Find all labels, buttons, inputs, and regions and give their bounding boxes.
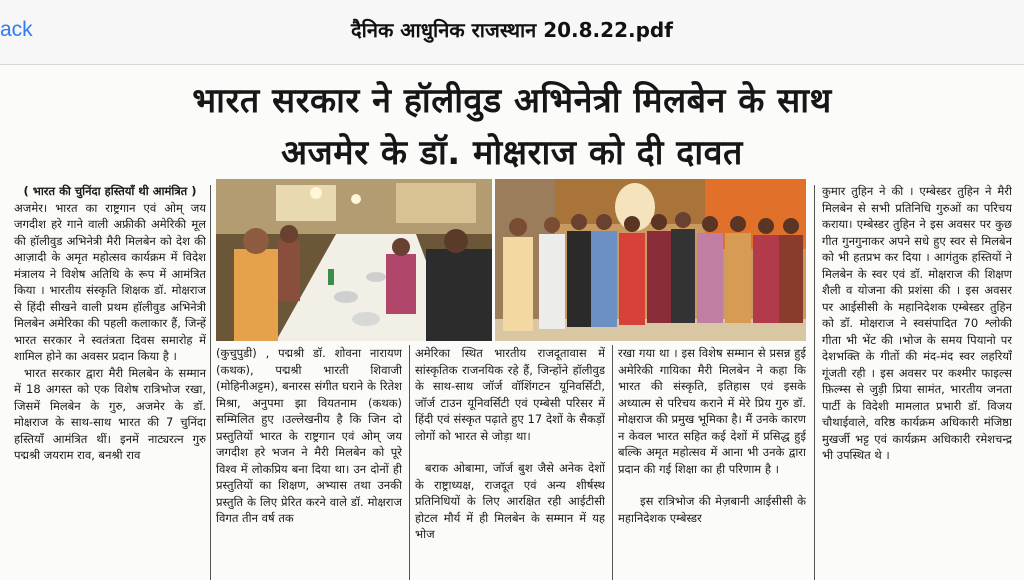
- column-divider: [210, 185, 211, 580]
- article-paragraph: कुमार तुहिन ने की । एम्बेस्डर तुहिन ने मैरी मिलबेन से सभी प्रतिनिधि गुरुओं का परिचय कराया। एम्बेस्डर तुहिन ने इस अवसर पर कुछ गीत गुनगुनाकर अपने सधे हुए स्वर से मिलबेन को भी हतप्रभ कर दिया । आगंतुक हस्तियों ने मिलबेन के स्वर एवं डॉ. मोक्षराज की शिक्षण शैली व योजना की प्रशंसा की । इस अवसर पर आईसीसी के महानिदेशक एम्बेस्डर तुहिन को डॉ. मोक्षराज ने स्वसंपादित 70 श्लोकी गीता भी भेंट की ।भोज के समय पियानो पर देशभक्ति के गीतों की मंद-मंद स्वर लहरियाँ गूंजती रही । इस अवसर पर कश्मीर फाइल्स फ़िल्म्स से जुड़ी प्रिया सामंत, भारतीय जनता पार्टी के विदेशी मामलात प्रभारी डॉ. विजय चौथाईवाले, वरिष्ठ कार्यक्रम अधिकारी मंजिष्ठा मुखर्जी भट्ट एवं कार्यक्रम अधिकारी रमेशचन्द्र भी उपस्थित थे ।: [822, 184, 1012, 462]
- article-column-4: [618, 345, 806, 580]
- column-divider: [814, 185, 815, 580]
- article-paragraph: अजमेर। भारत का राष्ट्रगान एवं ओम् जय जगदीश हरे गाने वाली अफ्रीकी अमेरिकी मूल की हॉलीवुड अभिनेत्री मैरी मिलबेन को देश की आज़ादी के अमृत महोत्सव कार्यक्रम में विदेश मंत्रालय ने विशेष अतिथि के रूप में आमंत्रित किया । भारतीय संस्कृति शिक्षक डॉ. मोक्षराज से हिंदी सीखने वाली प्रथम हॉलीवुड अभिनेत्री मिलबेन अमेरिका की पहली कलाकार हैं, जिन्हें भारत सरकार ने स्वतंत्रता दिवस समारोह में शामिल होने का अवसर प्रदान किया है ।: [14, 200, 206, 363]
- document-title: दैनिक आधुनिक राजस्थान 20.8.22.pdf: [351, 18, 673, 42]
- newspaper-page: [0, 65, 1024, 580]
- viewer-toolbar: [0, 0, 1024, 65]
- article-column-5: [822, 183, 1012, 580]
- article-caption: ( भारत की चुनिंदा हस्तियाँ थी आमंत्रित ): [23, 184, 197, 198]
- article-paragraph: रखा गया था । इस विशेष सम्मान से प्रसन्न हुई अमेरिकी गायिका मैरी मिलबेन ने कहा कि भारत की संस्कृति, इतिहास एवं इसके अध्यात्म से परिचय कराने में मेरे प्रिय गुरु डॉ. मोक्षराज की प्रमुख भूमिका है। मैं उनके कारण न केवल भारत सहित कई देशों में प्रसिद्ध हुई बल्कि अमृत महोत्सव में आना भी उनके द्वारा प्रदान की गई शिक्षा का ही परिणाम है ।: [618, 346, 806, 476]
- headline: [0, 75, 1024, 179]
- article-column-1: [14, 183, 206, 580]
- headline-line-1: भारत सरकार ने हॉलीवुड अभिनेत्री मिलबेन के साथ: [192, 81, 832, 121]
- column-divider: [409, 345, 410, 580]
- article-paragraph: इस रात्रिभोज की मेज़बानी आईसीसी के महानिदेशक एम्बेस्डर: [618, 494, 806, 525]
- article-paragraph: (कुचुपुडी) , पद्मश्री डॉ. शोवना नारायण (कथक), पद्मश्री भारती शिवाजी (मोहिनीअट्टम), बनारस संगीत घराने के रितेश मिश्रा, अनुपमा झा वियतनाम (कथक) सम्मिलित हुए ।उल्लेखनीय है कि जिन दो प्रस्तुतियों भारत के राष्ट्रगान एवं ओम् जय जगदीश हरे भजन ने मैरी मिलबेन को पूरे विश्व में लोकप्रिय बना दिया था। उन दोनों ही प्रस्तुतियों का शिक्षण, अभ्यास तथा उनकी प्रस्तुति के लिए प्रेरित करने वाले डॉ. मोक्षराज विगत तीन वर्ष तक: [216, 346, 402, 525]
- article-column-3: [415, 345, 605, 580]
- article-paragraph: भारत सरकार द्वारा मैरी मिलबेन के सम्मान में 18 अगस्त को एक विशेष रात्रिभोज रखा, जिसमें मिलबेन के गुरु, अजमेर के डॉ. मोक्षराज के साथ-साथ भारत की 7 चुनिंदा हस्तियाँ आमंत्रित थीं। इनमें नाट्यरत्न गुरु पद्मश्री जयराम राव, बनश्री राव: [14, 365, 206, 462]
- article-column-2: [216, 345, 402, 580]
- column-divider: [612, 345, 613, 580]
- headline-line-2: अजमेर के डॉ. मोक्षराज को दी दावत: [281, 133, 743, 173]
- article-paragraph: बराक ओबामा, जॉर्ज बुश जैसे अनेक देशों के राष्ट्राध्यक्ष, राजदूत एवं अन्य शीर्षस्थ प्रतिनिधियों के लिए आरक्षित रही आईटीसी होटल मौर्य में ही मिलबेन के सम्मान में यह भोज: [415, 461, 605, 541]
- dinner-photo: [216, 179, 492, 341]
- article-paragraph: अमेरिका स्थित भारतीय राजदूतावास में सांस्कृतिक राजनयिक रहे हैं, जिन्होंने हॉलीवुड के साथ-साथ जॉर्ज वॉशिंगटन यूनिवर्सिटी, जॉर्ज टाउन यूनिवर्सिटी एवं एम्बेसी परिसर में हिंदी एवं संस्कृत पढ़ाते हुए 17 देशों के सैकड़ों लोगों को भारत से जोड़ा था।: [415, 346, 605, 443]
- group-photo: [495, 179, 806, 341]
- back-button[interactable]: ack: [0, 18, 33, 41]
